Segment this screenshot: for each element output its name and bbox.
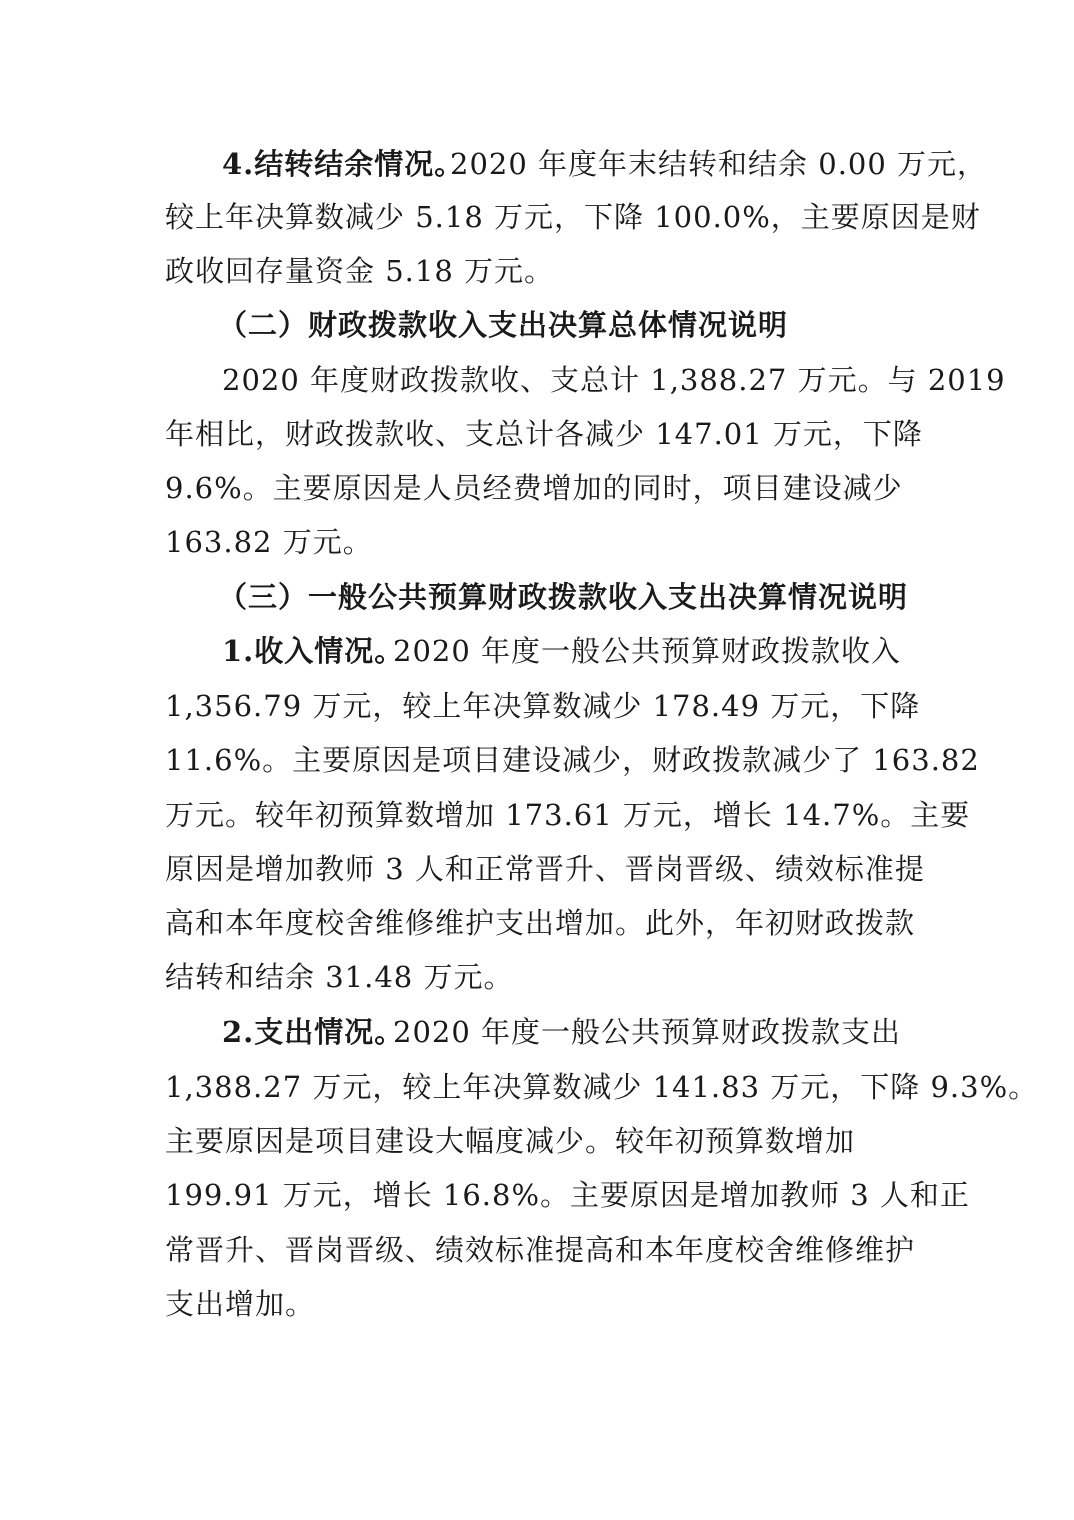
heading-3-text: （三）一般公共预算财政拨款收入支出决算情况说明	[218, 580, 909, 614]
expense-text: 1,388.27 万元，较上年决算数减少 141.83 万元，下降 9.3%。	[165, 1070, 1039, 1104]
para-2-line-4	[0, 522, 1074, 562]
expense-line-2	[0, 1067, 1074, 1107]
income-line-4	[0, 795, 1074, 835]
heading-3	[0, 577, 1074, 617]
expense-text: 主要原因是项目建设大幅度减少。较年初预算数增加	[165, 1124, 856, 1158]
para-2-text: 9.6%。主要原因是人员经费增加的同时，项目建设减少	[165, 471, 903, 505]
income-label: 1.收入情况。	[222, 634, 405, 668]
income-text: 1,356.79 万元，较上年决算数减少 178.49 万元，下降	[165, 689, 921, 723]
para-2-text: 163.82 万元。	[165, 525, 373, 559]
section-4-text: 2020 年度年末结转和结余 0.00 万元，	[450, 147, 988, 181]
expense-text: 常晋升、晋岗晋级、绩效标准提高和本年度校舍维修维护	[165, 1233, 916, 1267]
heading-2-text: （二）财政拨款收入支出决算总体情况说明	[218, 308, 789, 342]
income-text: 11.6%。主要原因是项目建设减少，财政拨款减少了 163.82	[165, 743, 980, 777]
expense-text: 2020 年度一般公共预算财政拨款支出	[393, 1015, 902, 1049]
section-4-text: 较上年决算数减少 5.18 万元，下降 100.0%，主要原因是财	[165, 200, 981, 234]
expense-label: 2.支出情况。	[222, 1015, 405, 1049]
para-2-line-1	[0, 360, 1074, 400]
income-line-7	[0, 957, 1074, 997]
para-2-line-2	[0, 414, 1074, 454]
expense-line-5	[0, 1230, 1074, 1270]
section-4-line-2	[0, 197, 1074, 237]
section-4-line-3	[0, 251, 1074, 291]
income-line-6	[0, 903, 1074, 943]
expense-text: 支出增加。	[165, 1287, 316, 1321]
expense-line-4	[0, 1175, 1074, 1215]
income-line-5	[0, 849, 1074, 889]
para-2-line-3	[0, 468, 1074, 508]
income-text: 高和本年度校舍维修维护支出增加。此外，年初财政拨款	[165, 906, 916, 940]
expense-text: 199.91 万元，增长 16.8%。主要原因是增加教师 3 人和正	[165, 1178, 970, 1212]
income-text: 2020 年度一般公共预算财政拨款收入	[393, 634, 902, 668]
expense-line-3	[0, 1121, 1074, 1161]
para-2-text: 年相比，财政拨款收、支总计各减少 147.01 万元，下降	[165, 417, 923, 451]
income-text: 原因是增加教师 3 人和正常晋升、晋岗晋级、绩效标准提	[165, 852, 925, 886]
income-line-3	[0, 740, 1074, 780]
section-4-text: 政收回存量资金 5.18 万元。	[165, 254, 555, 288]
income-text: 结转和结余 31.48 万元。	[165, 960, 514, 994]
heading-2	[0, 305, 1074, 345]
section-4-line-1	[0, 144, 1074, 184]
income-line-2	[0, 686, 1074, 726]
income-text: 万元。较年初预算数增加 173.61 万元，增长 14.7%。主要	[165, 798, 971, 832]
income-line-1	[0, 631, 1074, 671]
expense-line-1	[0, 1012, 1074, 1052]
para-2-text: 2020 年度财政拨款收、支总计 1,388.27 万元。与 2019	[222, 363, 1006, 397]
expense-line-6	[0, 1284, 1074, 1324]
section-4-label: 4.结转结余情况。	[222, 147, 465, 181]
